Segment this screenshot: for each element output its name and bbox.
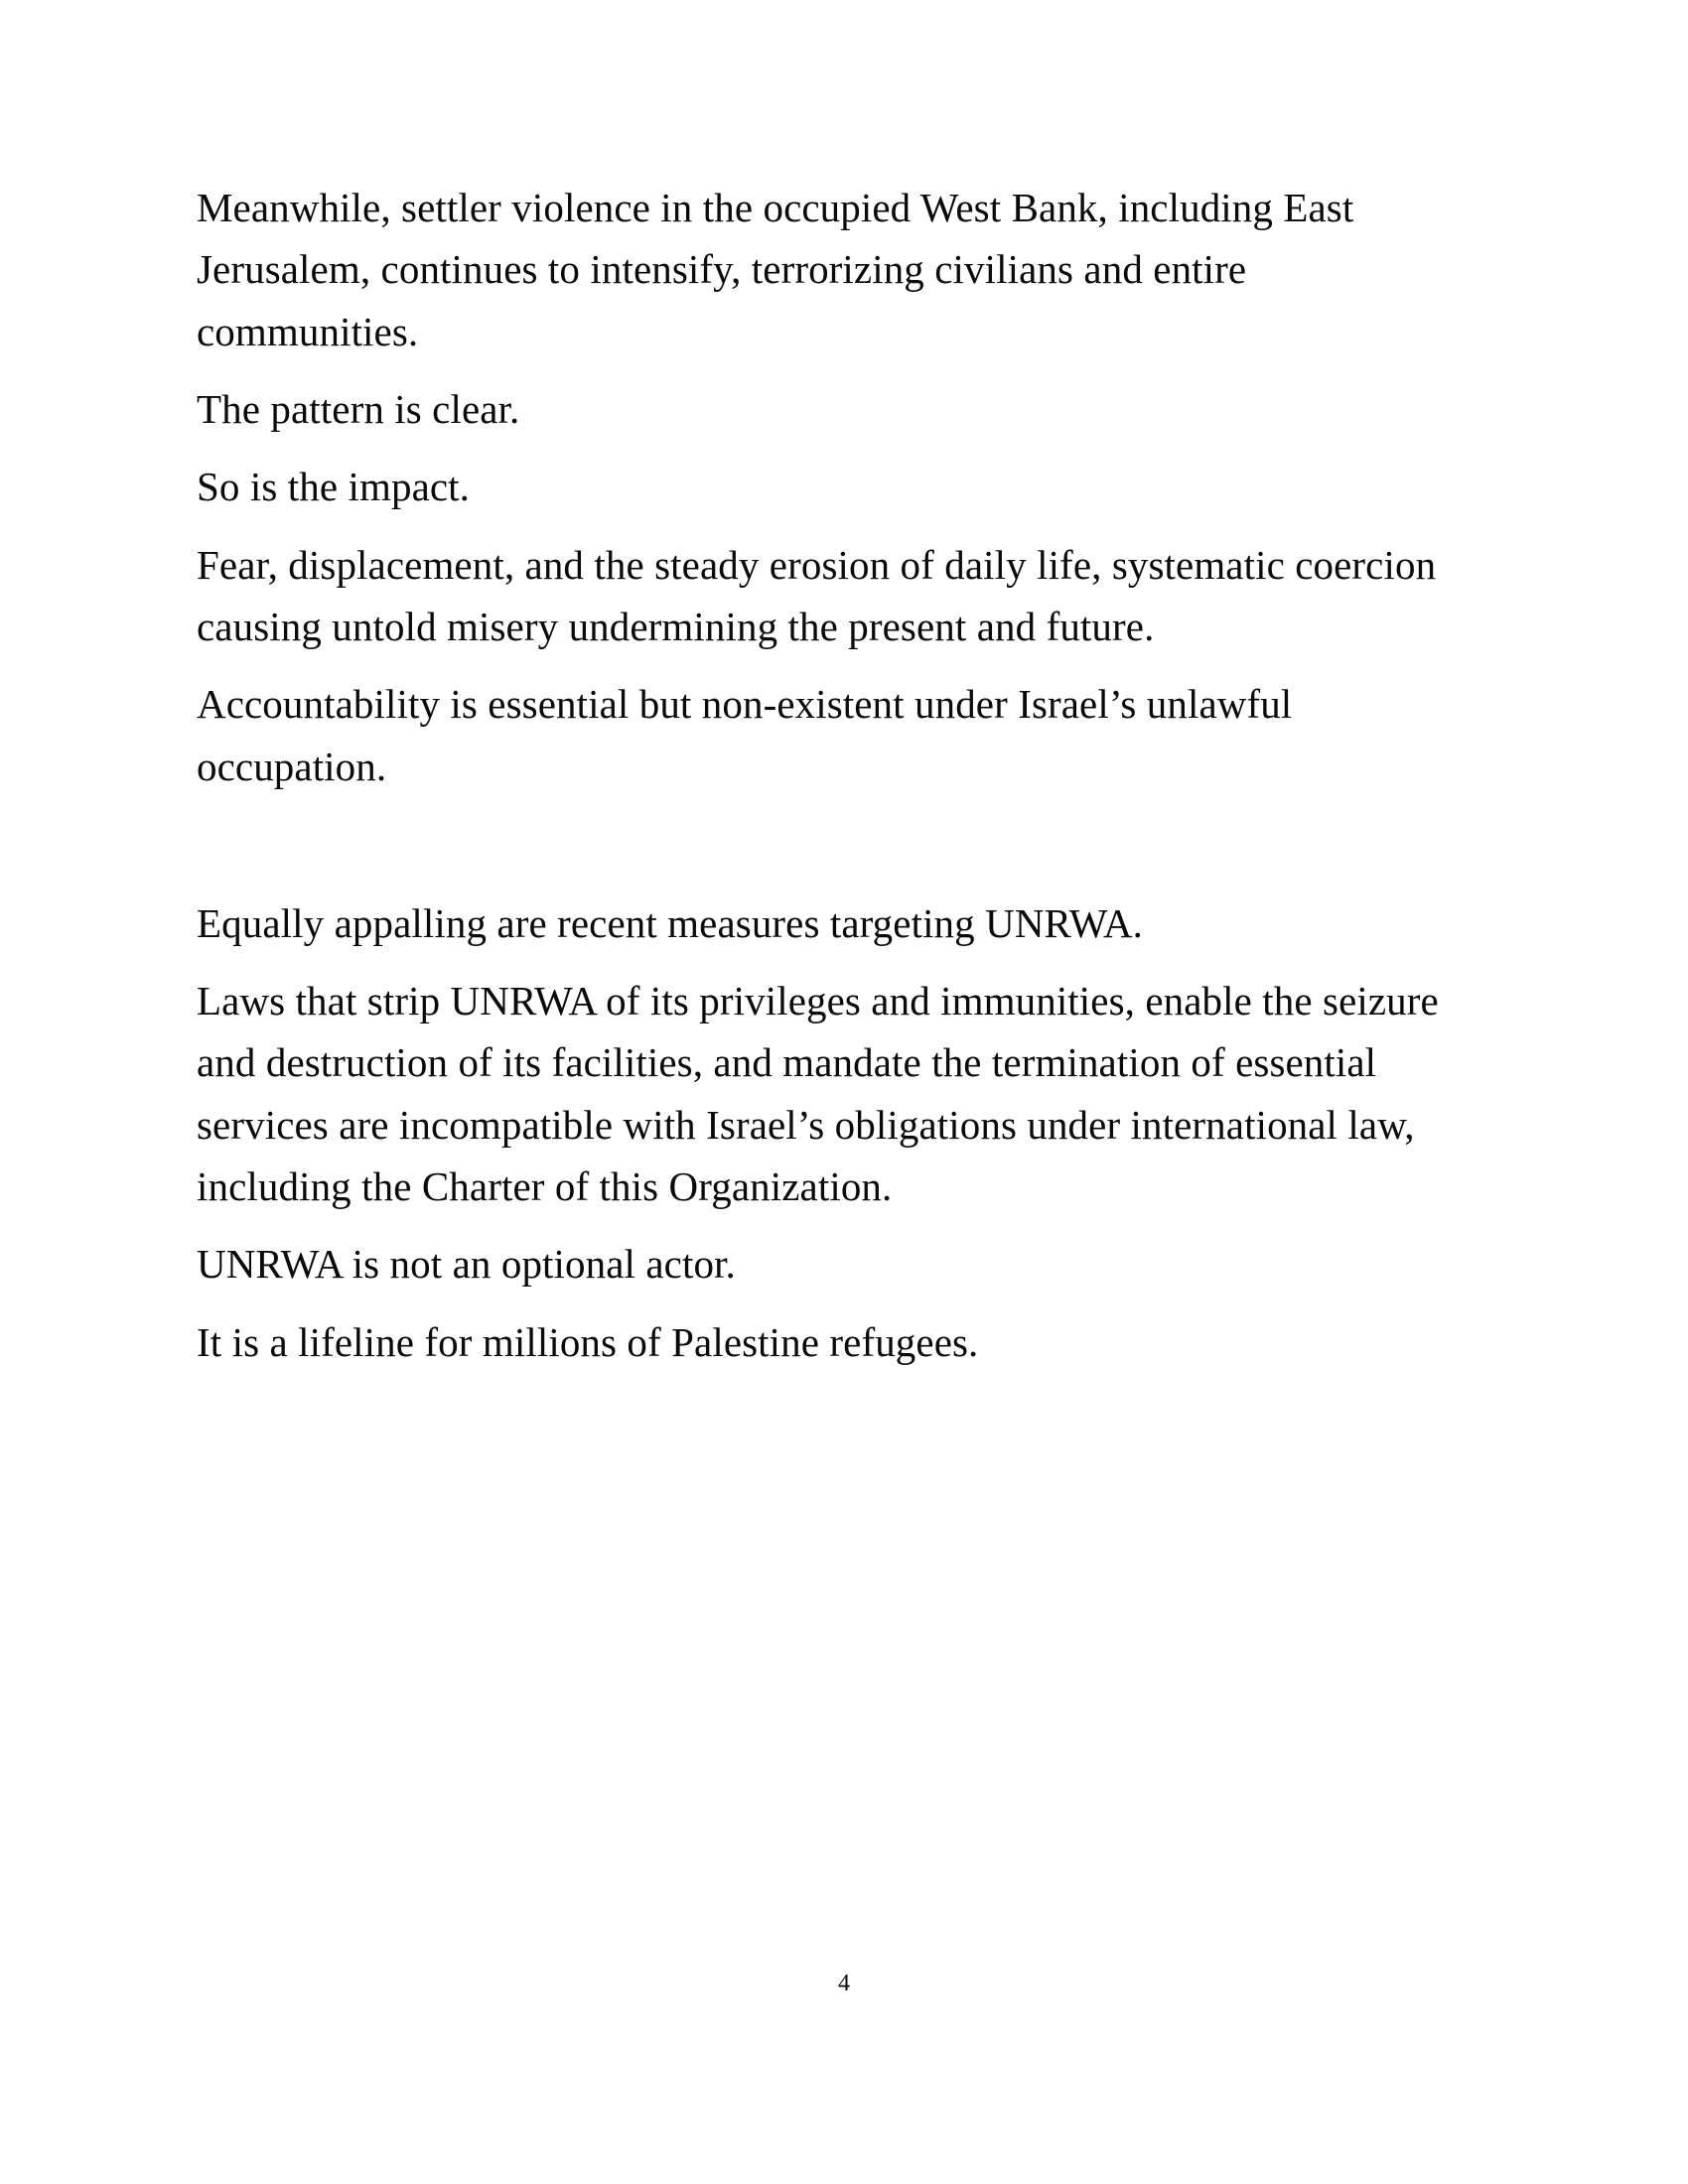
paragraph: It is a lifeline for millions of Palestine refugees. xyxy=(197,1318,979,1365)
paragraph: The pattern is clear. xyxy=(197,385,520,432)
paragraph: Laws that strip UNRWA of its privileges and immunities, enable the seizure and destruction of its facilities, and mandate the termination of essential services are incompatible with Israel’s obligations under international law, including the Charter of this Organization. xyxy=(197,978,1439,1210)
document-body xyxy=(197,177,1477,1389)
page-number: 4 xyxy=(838,1971,850,1996)
paragraph: Fear, displacement, and the steady erosion of daily life, systematic coercion causing untold misery undermining the present and future. xyxy=(197,541,1437,649)
paragraph: Meanwhile, settler violence in the occupied West Bank, including East Jerusalem, continues to intensify, terrorizing civilians and entire communities. xyxy=(197,185,1354,354)
paragraph: So is the impact. xyxy=(197,464,471,510)
paragraph: UNRWA is not an optional actor. xyxy=(197,1241,736,1288)
paragraph: Accountability is essential but non-existent under Israel’s unlawful occupation. xyxy=(197,681,1293,789)
paragraph: Equally appalling are recent measures targeting UNRWA. xyxy=(197,899,1144,946)
